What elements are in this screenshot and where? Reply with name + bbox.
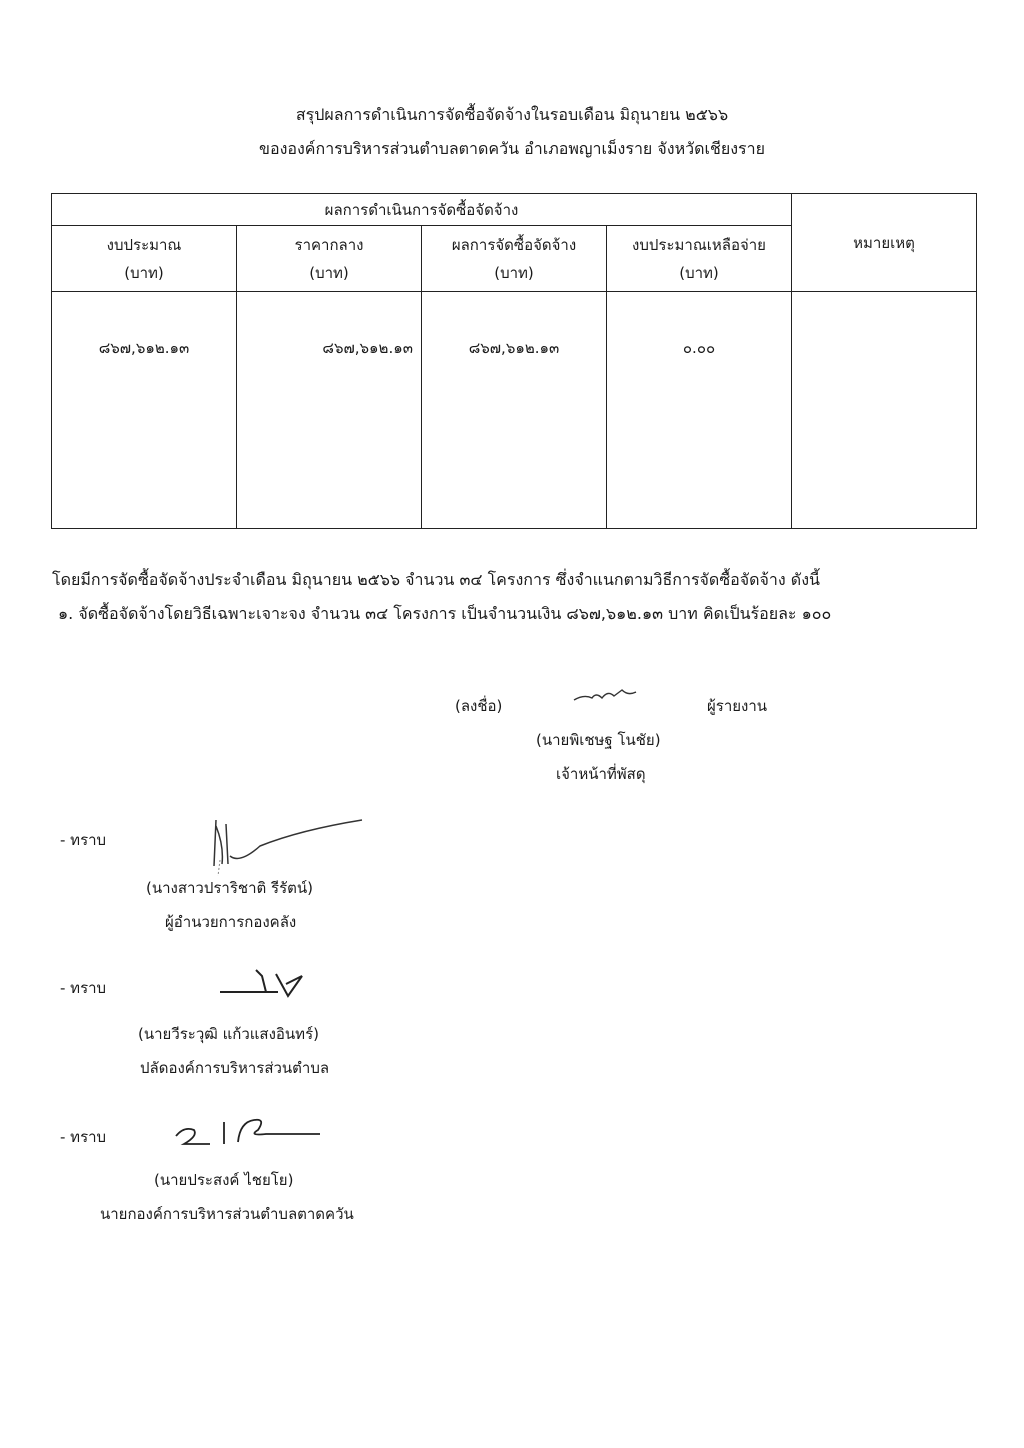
column-label: งบประมาณ [106, 235, 182, 254]
ack-label: - ทราบ [60, 1128, 107, 1146]
column-header-remaining [607, 226, 792, 292]
ack-label: - ทราบ [60, 979, 107, 997]
median-price-value: ๘๖๗,๖๑๒.๑๓ [237, 292, 422, 529]
ack-label: - ทราบ [60, 831, 107, 849]
summary-line-1: โดยมีการจัดซื้อจัดจ้างประจำเดือน มิถุนายน ๒๕๖๖ จำนวน ๓๔ โครงการ ซึ่งจำแนกตามวิธีการจัดซื้อจัดจ้าง ดังนี้ [52, 570, 820, 589]
column-unit: (บาท) [494, 263, 534, 282]
finance-director-signature [200, 806, 370, 878]
group-header-cell: ผลการดำเนินการจัดซื้อจัดจ้าง [52, 194, 792, 226]
remark-header-cell: หมายเหตุ [792, 194, 977, 292]
document-title: สรุปผลการดำเนินการจัดซื้อจัดจ้างในรอบเดือน มิถุนายน ๒๕๖๖ [295, 105, 729, 124]
column-header-budget [52, 226, 237, 292]
ack-name: (นายประสงค์ ไชยโย) [154, 1171, 294, 1189]
budget-value: ๘๖๗,๖๑๒.๑๓ [52, 292, 237, 529]
summary-line-2: ๑. จัดซื้อจัดจ้างโดยวิธีเฉพาะเจาะจง จำนวน ๓๔ โครงการ เป็นจำนวนเงิน ๘๖๗,๖๑๒.๑๓ บาท คิดเป็นร้อยละ ๑๐๐ [58, 604, 832, 623]
deputy-chief-signature [216, 962, 312, 1008]
procurement-result-value: ๘๖๗,๖๑๒.๑๓ [422, 292, 607, 529]
column-unit: (บาท) [309, 263, 349, 282]
column-label: ราคากลาง [294, 235, 364, 254]
mayor-signature [170, 1104, 330, 1152]
ack-position: ผู้อำนวยการกองคลัง [165, 913, 297, 931]
reporter-name: (นายพิเชษฐ โนชัย) [536, 731, 661, 749]
reporter-role: ผู้รายงาน [707, 697, 768, 715]
ack-position: นายกองค์การบริหารส่วนตำบลตาดควัน [100, 1205, 354, 1223]
ack-name: (นายวีระวุฒิ แก้วแสงอินทร์) [138, 1025, 319, 1043]
column-header-procurement-result [422, 226, 607, 292]
column-label: งบประมาณเหลือจ่าย [632, 235, 766, 254]
reporter-position: เจ้าหน้าที่พัสดุ [556, 765, 646, 783]
column-unit: (บาท) [679, 263, 719, 282]
column-header-median-price [237, 226, 422, 292]
ack-name: (นางสาวปราริชาติ รีรัตน์) [146, 879, 313, 897]
table-row [52, 292, 977, 529]
remark-value [792, 292, 977, 529]
document-subtitle: ขององค์การบริหารส่วนตำบลตาดควัน อำเภอพญาเม็งราย จังหวัดเชียงราย [259, 139, 765, 158]
column-label: ผลการจัดซื้อจัดจ้าง [451, 235, 577, 254]
reporter-signature [570, 684, 650, 710]
column-unit: (บาท) [124, 263, 164, 282]
procurement-summary-table [51, 193, 977, 529]
remaining-value: ๐.๐๐ [607, 292, 792, 529]
ack-position: ปลัดองค์การบริหารส่วนตำบล [140, 1059, 330, 1077]
sign-label: (ลงชื่อ) [455, 697, 503, 715]
